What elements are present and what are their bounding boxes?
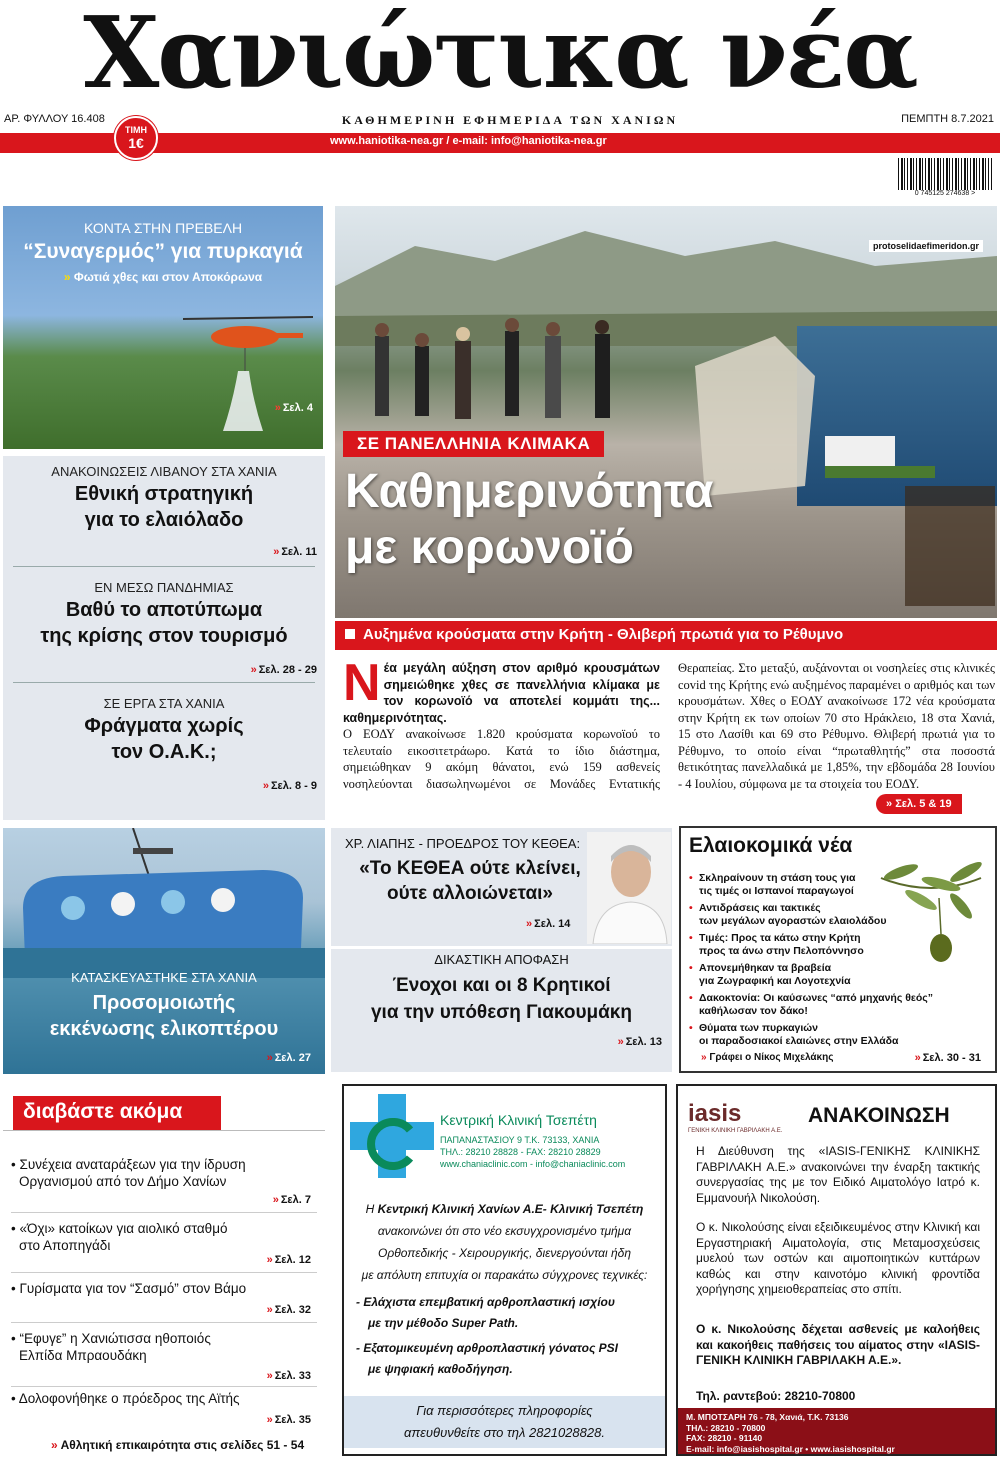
- iasis-logo: iasis ΓΕΝΙΚΗ ΚΛΙΝΙΚΗ ΓΑΒΡΙΛΑΚΗ Α.Ε.: [688, 1100, 783, 1134]
- announcement-paragraph: Ο κ. Νικολούσης είναι εξειδικευμένος στην Κλινική και Εργαστηριακή Αιματολογία, στις Μεταμοσχεύσεις μυελού των οστών και αιμοποιητικών κυττάρων καθώς και στην καινοτόμο κλινική φροντίδα χορήγησης χημειοθεραπείας στο σπίτι.: [696, 1220, 980, 1296]
- main-story-kicker: ΣΕ ΠΑΝΕΛΛΗΝΙΑ ΚΛΙΜΑΚΑ: [343, 431, 604, 457]
- list-item[interactable]: • Θύματα των πυρκαγιών οι παραδοσιακοί ελαιώνες στην Ελλάδα: [689, 1022, 899, 1047]
- olive-news-title: Ελαιοκομικά νέα: [689, 834, 853, 857]
- page-ref[interactable]: » Σελ. 4: [274, 402, 313, 414]
- read-more-item[interactable]: • Δολοφονήθηκε ο πρόεδρος της Αϊτής: [11, 1391, 240, 1406]
- read-more-item[interactable]: • “Εφυγε” η Χανιώτισσα ηθοποιός Ελπίδα Μπραουδάκη: [11, 1331, 211, 1363]
- list-item[interactable]: • Απονεμήθηκαν τα βραβεία για Ζωγραφική και Λογοτεχνία: [689, 962, 851, 987]
- iasis-advertisement: [676, 1084, 997, 1456]
- olive-news-list: [689, 872, 933, 1052]
- simulator-illustration: [3, 828, 325, 978]
- divider: [11, 1272, 317, 1273]
- divider: [11, 1322, 317, 1323]
- issue-date: ΠΕΜΠΤΗ 8.7.2021: [901, 113, 994, 125]
- price-label: ΤΙΜΗ: [125, 125, 147, 135]
- kethea-panel: [331, 828, 672, 1072]
- list-item[interactable]: • Σκληραίνουν τη στάση τους για τις τιμές οι Ισπανοί παραγωγοί: [689, 872, 856, 897]
- clinic-advertisement: [342, 1084, 667, 1456]
- story-kicker: ΕΝ ΜΕΣΩ ΠΑΝΔΗΜΙΑΣ: [94, 580, 234, 595]
- announcement-paragraph: Ο κ. Νικολούσης δέχεται ασθενείς με καλοήθεις και κακοήθεις παθήσεις του αίματος στην «IASIS-ΓΕΝΙΚΗ ΚΛΙΝΙΚΗ ΓΑΒΡΙΛΑΚΗ Α.Ε.».: [696, 1322, 980, 1367]
- main-story-text: Ο ΕΟΔΥ ανακοίνωσε 1.820 κρούσματα κορωνοϊού το τελευταίο εικοσιτετράωρο. Κατά το ίδιο διάστημα, σημειώθηκαν 9 ακόμη θάνατοι, ενώ 159 ασθενείς νοσηλεύονται διασωληνωμένοι σε Μονάδες Εντατικής Θεραπείας. Στο μεταξύ, αυξάνονται οι νοσηλείες στις κλινικές covid της Κρήτης ενώ αυξημένος παραμένει ο αριθμός και των κρουσμάτων. Χθες ο ΕΟΔΥ ανακοίνωσε 172 νέα κρούσματα στην Κρήτη εκ των οποίων 70 στο Ηράκλειο, 18 στα Χανιά, 15 στο Λασίθι και 69 στο Ρέθυμνο. Θλιβερή πρωτιά για το Ρέθυμνο, το οποίο είναι “πρωταθλητής” στα ποσοστά θετικότητας πανελλαδικά με 1,85%, την εβδομάδα 28 Ιουνίου - 4 Ιουλίου, σύμφωνα με τα στοιχεία του ΕΟΔΥ.: [343, 661, 995, 791]
- story-olive-strategy[interactable]: [3, 464, 325, 533]
- story-kicker: ΔΙΚΑΣΤΙΚΗ ΑΠΟΦΑΣΗ: [434, 952, 569, 967]
- main-story-subhead: Αυξημένα κρούσματα στην Κρήτη - Θλιβερή πρωτιά για το Ρέθυμνο: [335, 621, 997, 650]
- story-helicopter-simulator[interactable]: [3, 828, 325, 1074]
- photo-credit: protoselidaefimeridon.gr: [869, 240, 983, 252]
- divider: [3, 1130, 325, 1131]
- main-story-headline[interactable]: Καθημερινότητα με κορωνοϊό: [345, 465, 714, 574]
- page-ref[interactable]: » Σελ. 32: [266, 1304, 311, 1316]
- story-headline[interactable]: «Το ΚΕΘΕΑ ούτε κλείνει, ούτε αλλοιώνεται»: [359, 858, 581, 904]
- page-ref[interactable]: » Σελ. 8 - 9: [262, 780, 317, 792]
- page-ref[interactable]: » Σελ. 14: [526, 918, 571, 930]
- story-headline: Βαθύ το αποτύπωμα της κρίσης στον τουρισμό: [40, 599, 288, 647]
- divider: [13, 566, 315, 567]
- drop-cap: Ν: [343, 654, 381, 712]
- read-more-item[interactable]: • Γυρίσματα για τον “Σασμό” στον Βάμο: [11, 1281, 247, 1296]
- page-ref[interactable]: » Σελ. 27: [266, 1052, 311, 1064]
- divider: [11, 1212, 317, 1213]
- page-ref[interactable]: » Σελ. 13: [617, 1036, 662, 1048]
- clinic-name: Κεντρική Κλινική Τσεπέτη: [440, 1112, 597, 1128]
- read-more-item[interactable]: • Συνέχεια αναταράξεων για την ίδρυση Οργανισμού από τον Δήμο Χανίων: [11, 1157, 246, 1189]
- issue-number: ΑΡ. ΦΥΛΛΟΥ 16.408: [4, 113, 105, 125]
- main-story-body: [343, 654, 995, 810]
- clinic-body: Η Κεντρική Κλινική Χανίων Α.Ε- Κλινική Τσεπέτη ανακοινώνει ότι στο νέο εκσυγχρονισμένο τμήμα Ορθοπεδικής - Χειρουργικής, διενεργούνται ήδη με απόλυτη επιτυχία οι παρακάτω σύγχρονες τεχνικές:: [361, 1202, 648, 1282]
- story-headline: Προσομοιωτής εκκένωσης ελικοπτέρου: [49, 992, 279, 1040]
- story-tourism-crisis[interactable]: [3, 580, 325, 649]
- story-prevelis-fire[interactable]: [3, 206, 323, 449]
- main-story-page-ref[interactable]: » Σελ. 5 & 19: [876, 794, 962, 814]
- story-kicker: ΧΡ. ΛΙΑΠΗΣ - ΠΡΟΕΔΡΟΣ ΤΟΥ ΚΕΘΕΑ:: [345, 836, 581, 851]
- portrait-photo: [587, 832, 671, 944]
- masthead-title: Χανιώτικα νέα: [83, 0, 917, 111]
- clinic-header: [344, 1086, 665, 1186]
- announcement-paragraph: Η Διεύθυνση της «IASIS-ΓΕΝΙΚΗΣ ΚΛΙΝΙΚΗΣ ΓΑΒΡΙΛΑΚΗ Α.Ε.» ανακοινώνει την έναρξη τακτικής συνεργασίας της με τον Ειδικό Αιματολόγο Ιατρό κ. Εμμανουήλ Νικολούση.: [696, 1144, 980, 1205]
- price-badge: [114, 116, 158, 160]
- iasis-contact: Μ. ΜΠΟΤΣΑΡΗ 76 - 78, Χανιά, Τ.Κ. 73136 ΤΗΛ.: 28210 - 70800 FAX: 28210 - 91140 E-mail: info@iasishospital.gr • www.iasishospital.gr: [678, 1408, 995, 1454]
- medical-cross-icon: [350, 1094, 434, 1180]
- tagline: ΚΑΘΗΜΕΡΙΝΗ ΕΦΗΜΕΡΙΔΑ ΤΩΝ ΧΑΝΙΩΝ: [341, 113, 679, 127]
- square-bullet-icon: [345, 629, 355, 639]
- read-more-item[interactable]: • «Όχι» κατοίκων για αιολικό σταθμό στο Αποπηγάδι: [11, 1221, 228, 1253]
- list-item[interactable]: • Δακοκτονία: Οι καύσωνες “από μηχανής θεός” καθήλωσαν τον δάκο!: [689, 992, 933, 1017]
- clinic-contact: Για περισσότερες πληροφορίες απευθυνθείτε στο τηλ 2821028828.: [344, 1396, 665, 1448]
- chevron-right-icon: »: [63, 270, 74, 284]
- clinic-address: ΠΑΠΑΝΑΣΤΑΣΙΟΥ 9 Τ.Κ. 73133, ΧΑΝΙΑ ΤΗΛ.: 28210 28828 - FAX: 28210 28829 www.chaniaclinic.com - info@chaniaclinic.com: [440, 1135, 626, 1169]
- divider: [331, 946, 672, 949]
- read-more-panel: [3, 1084, 325, 1456]
- price-value: 1€: [128, 135, 144, 151]
- story-headline: Εθνική στρατηγική για το ελαιόλαδο: [74, 483, 254, 531]
- page-ref[interactable]: » Σελ. 28 - 29: [250, 664, 317, 676]
- page-ref[interactable]: » Σελ. 35: [266, 1414, 311, 1426]
- story-headline: “Συναγερμός” για πυρκαγιά: [23, 240, 303, 263]
- page-ref[interactable]: » Σελ. 30 - 31: [914, 1052, 981, 1064]
- story-kicker: ΣΕ ΕΡΓΑ ΣΤΑ ΧΑΝΙΑ: [103, 696, 225, 711]
- clinic-techniques: - Ελάχιστα επεμβατική αρθροπλαστική ισχίου με την μέθοδο Super Path. - Εξατομικευμένη αρθροπλαστική γόνατος PSI με ψηφιακή καθοδήγηση.: [356, 1295, 619, 1376]
- page-ref[interactable]: » Σελ. 11: [273, 546, 317, 558]
- page-ref[interactable]: » Σελ. 12: [266, 1254, 311, 1266]
- divider: [13, 682, 315, 683]
- contact-link[interactable]: www.haniotika-nea.gr / e-mail: info@haniotika-nea.gr: [330, 135, 607, 147]
- story-dams[interactable]: [3, 696, 325, 765]
- olive-news-box: [679, 826, 997, 1073]
- olive-news-author: » Γράφει ο Νίκος Μιχελάκης: [701, 1052, 834, 1063]
- main-story-lede: έα μεγάλη αύξηση στον αριθμό κρουσμάτων σημειώθηκε χθες σε πανελλήνια κλίμακα με τον κορωνοϊό να αποτελεί κομμάτι της... καθημερινότητας.: [343, 661, 660, 725]
- fence-and-bench-illustration: [695, 326, 995, 616]
- story-headline[interactable]: Ένοχοι και οι 8 Κρητικοί για την υπόθεση Γιακουμάκη: [370, 975, 633, 1023]
- read-more-header: διαβάστε ακόμα: [13, 1096, 221, 1130]
- story-subhead: » Φωτιά χθες και στον Αποκόρωνα: [63, 270, 263, 284]
- barcode-number: 0 745125 274638 >: [898, 190, 992, 202]
- sports-pages-link[interactable]: » Αθλητική επικαιρότητα στις σελίδες 51 - 54: [51, 1438, 305, 1452]
- list-item[interactable]: • Αντιδράσεις και τακτικές των μεγάλων αγοραστών ελαιολάδου: [689, 902, 887, 927]
- appointment-phone: Τηλ. ραντεβού: 28210-70800: [696, 1389, 856, 1403]
- story-kicker: ΚΟΝΤΑ ΣΤΗΝ ΠΡΕΒΕΛΗ: [83, 220, 243, 236]
- announcement-title: ΑΝΑΚΟΙΝΩΣΗ: [808, 1104, 950, 1127]
- page-ref[interactable]: » Σελ. 33: [266, 1370, 311, 1382]
- story-headline: Φράγματα χωρίς τον Ο.Α.Κ.;: [84, 715, 244, 763]
- page-ref[interactable]: » Σελ. 7: [272, 1194, 311, 1206]
- list-item[interactable]: • Τιμές: Προς τα κάτω στην Κρήτη προς τα άνω στην Πελοπόννησο: [689, 932, 864, 957]
- divider: [11, 1386, 317, 1387]
- story-kicker: ΑΝΑΚΟΙΝΩΣΕΙΣ ΛΙΒΑΝΟΥ ΣΤΑ ΧΑΝΙΑ: [51, 464, 277, 479]
- story-kicker: ΚΑΤΑΣΚΕΥΑΣΤΗΚΕ ΣΤΑ ΧΑΝΙΑ: [71, 970, 257, 985]
- left-stories-panel: [3, 456, 325, 820]
